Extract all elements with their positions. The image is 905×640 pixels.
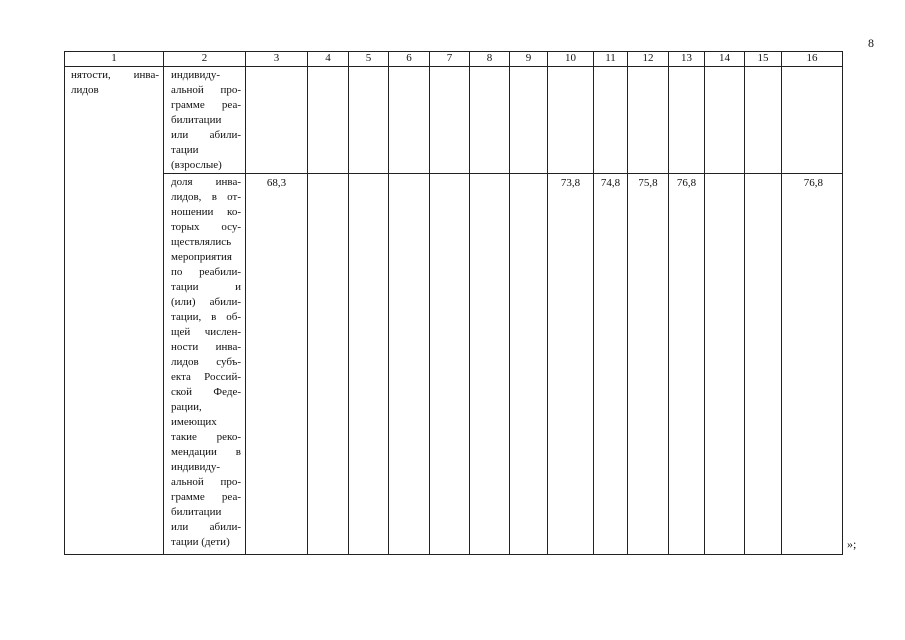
indicators-table: [64, 51, 843, 555]
cell-text-line: грамме реа-: [171, 99, 241, 111]
cell-text-line: ности инва-: [171, 341, 241, 353]
cell-text-line: имеющих: [171, 416, 217, 428]
column-number: 13: [669, 52, 705, 67]
cell-text-line: ношении ко-: [171, 206, 241, 218]
cell-text-line: тации: [171, 144, 199, 156]
value-cell-col12: 75,8: [628, 174, 669, 555]
value-cell: [628, 67, 669, 174]
value-cell: [745, 67, 782, 174]
cell-text-line: лидов субъ-: [171, 356, 241, 368]
cell-text-line: тации (дети): [171, 536, 230, 548]
table-row: [65, 174, 843, 555]
cell-text-line: индивиду-: [171, 69, 221, 81]
value-cell: [308, 67, 349, 174]
value-cell: [705, 67, 745, 174]
cell-text-line: билитации: [171, 114, 222, 126]
column-number: 3: [246, 52, 308, 67]
indicator-name-cell: [164, 67, 246, 174]
value-cell: [246, 67, 308, 174]
value-cell: [430, 67, 470, 174]
cell-text-line: индивиду-: [171, 461, 221, 473]
cell-text-line: лидов: [71, 84, 99, 96]
cell-text-line: (взрослые): [171, 159, 222, 171]
column-number: 15: [745, 52, 782, 67]
value-cell-col11: 74,8: [594, 174, 628, 555]
cell-text-line: по реабили-: [171, 266, 241, 278]
cell-text-line: тации и: [171, 281, 241, 293]
cell-text-line: мероприятия: [171, 251, 232, 263]
cell-text-line: ществлялись: [171, 236, 232, 248]
value-cell: [389, 67, 430, 174]
column-number: 1: [65, 52, 164, 67]
cell-text-line: (или) абили-: [171, 296, 241, 308]
value-cell-col16: 76,8: [782, 174, 843, 555]
cell-text-line: нятости, инва-: [71, 69, 159, 81]
cell-text-line: екта Россий-: [171, 371, 241, 383]
column-number: 2: [164, 52, 246, 67]
value-cell: [510, 67, 548, 174]
value-cell: [470, 67, 510, 174]
value-cell: [548, 67, 594, 174]
value-cell-col3: 68,3: [246, 174, 308, 555]
value-cell-col6: [389, 174, 430, 555]
value-cell: [594, 67, 628, 174]
column-number: 16: [782, 52, 843, 67]
cell-text-line: рации,: [171, 401, 202, 413]
column-number-row: [65, 52, 843, 67]
cell-text-line: грамме реа-: [171, 491, 241, 503]
cell-text-line: альной про-: [171, 84, 241, 96]
value-cell-col8: [470, 174, 510, 555]
cell-text-line: или абили-: [171, 521, 241, 533]
cell-text-line: лидов, в от-: [171, 191, 241, 203]
column-number: 5: [349, 52, 389, 67]
column-number: 7: [430, 52, 470, 67]
cell-text-line: такие реко-: [171, 431, 241, 443]
cell-text-line: тации, в об-: [171, 311, 241, 323]
cell-text-line: мендации в: [171, 446, 241, 458]
value-cell-col10: 73,8: [548, 174, 594, 555]
cell-text-line: торых осу-: [171, 221, 241, 233]
indicator-name-cell: [164, 174, 246, 555]
closing-quote-mark: »;: [847, 537, 857, 551]
cell-text-line: или абили-: [171, 129, 241, 141]
cell-text-line: альной про-: [171, 476, 241, 488]
column-number: 11: [594, 52, 628, 67]
cell-text-line: доля инва-: [171, 176, 241, 188]
cell-text-line: щей числен-: [171, 326, 241, 338]
column-number: 12: [628, 52, 669, 67]
column-number: 6: [389, 52, 430, 67]
column-number: 14: [705, 52, 745, 67]
column-number: 10: [548, 52, 594, 67]
value-cell-col15: [745, 174, 782, 555]
table-row: [65, 67, 843, 174]
page-number: 8: [868, 36, 874, 50]
value-cell: [349, 67, 389, 174]
row-category-cell: [65, 67, 164, 555]
value-cell-col7: [430, 174, 470, 555]
value-cell-col13: 76,8: [669, 174, 705, 555]
value-cell: [669, 67, 705, 174]
value-cell-col9: [510, 174, 548, 555]
cell-text-line: билитации: [171, 506, 222, 518]
value-cell-col4: [308, 174, 349, 555]
cell-text-line: ской Феде-: [171, 386, 241, 398]
column-number: 8: [470, 52, 510, 67]
value-cell: [782, 67, 843, 174]
column-number: 4: [308, 52, 349, 67]
value-cell-col14: [705, 174, 745, 555]
value-cell-col5: [349, 174, 389, 555]
column-number: 9: [510, 52, 548, 67]
